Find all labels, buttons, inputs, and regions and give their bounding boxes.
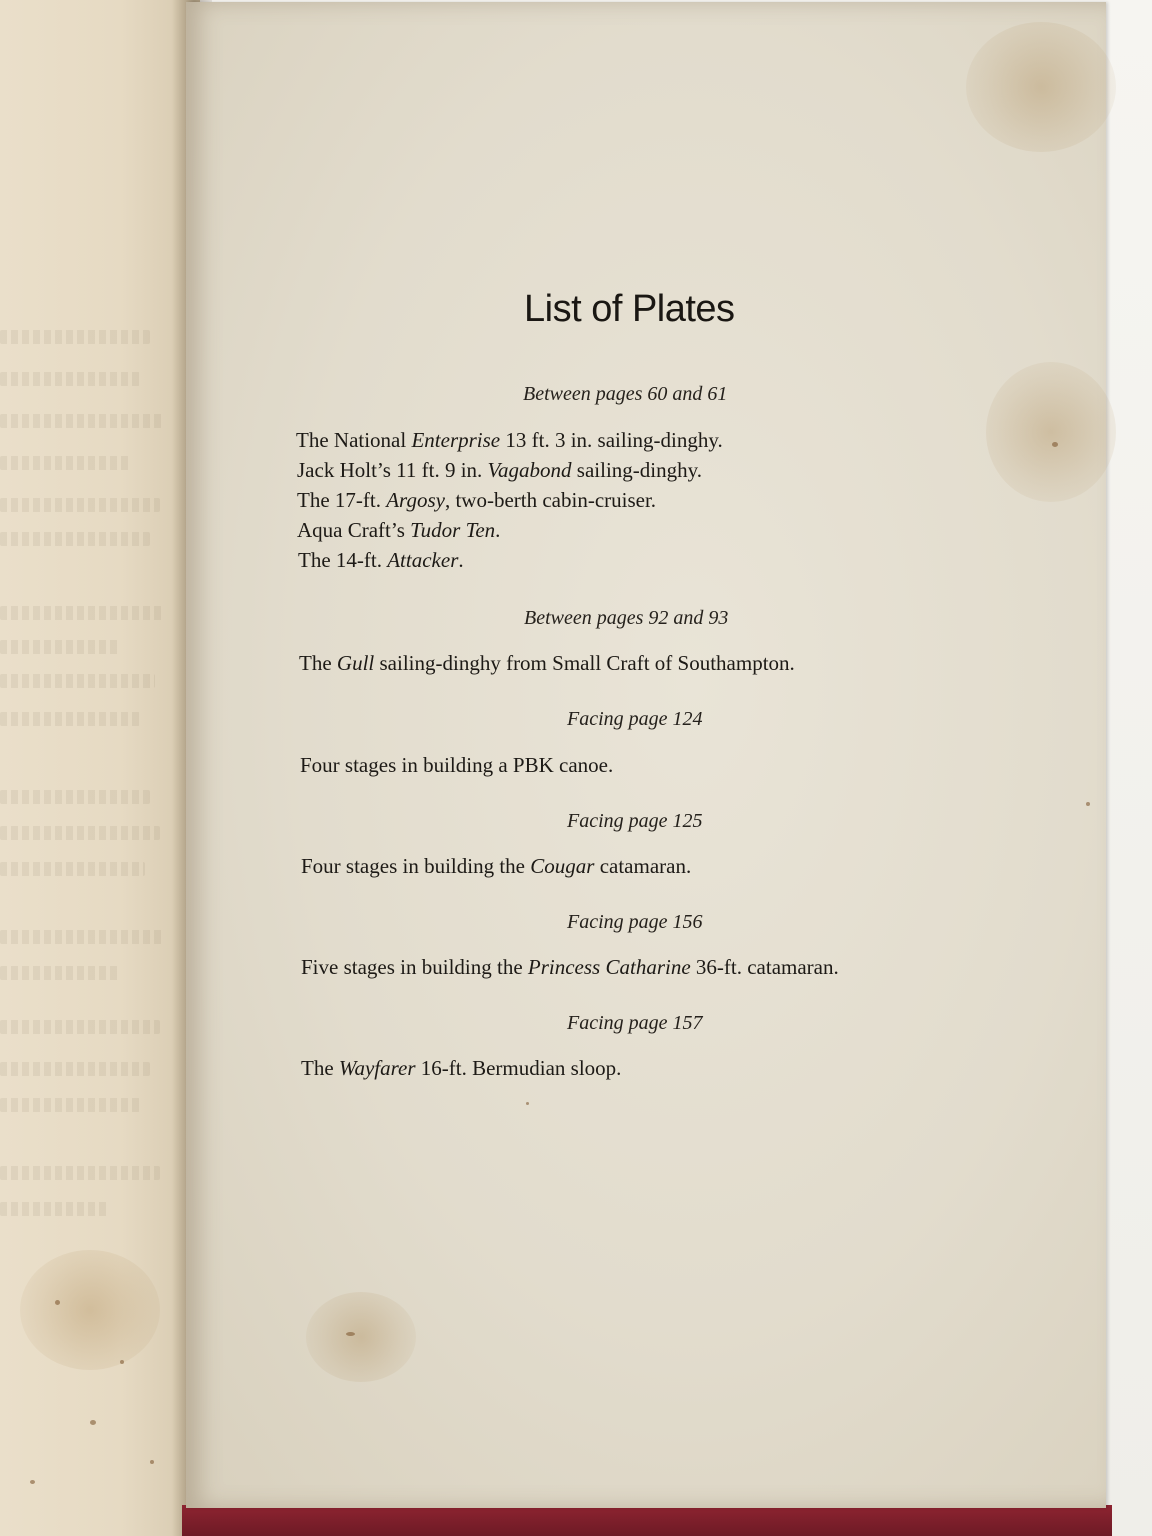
show-through-line (0, 372, 140, 386)
plate-entry (296, 428, 723, 453)
entry-text: Five stages in building the (301, 955, 528, 979)
foxing-speck (1052, 442, 1058, 447)
entry-text: 36-ft. catamaran. (690, 955, 839, 979)
show-through-line (0, 498, 160, 512)
show-through-line (0, 826, 160, 840)
entry-text: The 17-ft. (297, 488, 387, 512)
plate-entry (297, 518, 500, 543)
show-through-line (0, 1062, 150, 1076)
entry-text: Jack Holt’s 11 ft. 9 in. (297, 458, 488, 482)
entry-text: Four stages in building the (301, 854, 531, 878)
show-through-line (0, 1202, 110, 1216)
section-heading: Facing page 156 (567, 911, 703, 933)
entry-vessel-name: Princess Catharine (527, 955, 691, 979)
plate-entry (297, 488, 656, 513)
entry-vessel-name: Gull (336, 651, 375, 675)
entry-text: Aqua Craft’s (297, 518, 411, 542)
foxing-stain (986, 362, 1116, 502)
section-heading: Between pages 60 and 61 (523, 383, 728, 405)
entry-text: , two-berth cabin-cruiser. (444, 488, 657, 512)
show-through-line (0, 414, 165, 428)
entry-vessel-name: Vagabond (487, 458, 572, 482)
plate-entry (301, 854, 691, 879)
entry-vessel-name: Attacker (387, 548, 459, 572)
entry-text: . (458, 548, 464, 572)
show-through-line (0, 1098, 140, 1112)
plate-entry (297, 458, 702, 483)
plate-entry (299, 651, 795, 676)
show-through-line (0, 862, 145, 876)
entry-text: . (495, 518, 501, 542)
section-heading: Facing page 157 (567, 1012, 703, 1034)
foxing-speck (346, 1332, 355, 1336)
foxing-speck (55, 1300, 60, 1305)
show-through-line (0, 640, 120, 654)
entry-vessel-name: Tudor Ten (410, 518, 496, 542)
foxing-stain (966, 22, 1116, 152)
show-through-line (0, 712, 140, 726)
section-heading: Between pages 92 and 93 (524, 607, 729, 629)
page-title: List of Plates (524, 288, 735, 330)
section-heading: Facing page 125 (567, 810, 703, 832)
entry-vessel-name: Wayfarer (338, 1056, 416, 1080)
section-heading: Facing page 124 (567, 708, 703, 730)
foxing-stain (306, 1292, 416, 1382)
book-cover-edge (182, 1505, 1112, 1536)
entry-text: Four stages in building a PBK canoe. (300, 753, 614, 777)
show-through-line (0, 606, 165, 620)
entry-text: The (301, 1056, 339, 1080)
plate-entry (298, 548, 464, 573)
foxing-speck (150, 1460, 154, 1464)
show-through-line (0, 330, 150, 344)
plate-entry (301, 955, 839, 980)
entry-text: The National (296, 428, 412, 452)
entry-vessel-name: Cougar (530, 854, 595, 878)
facing-page-edge (0, 0, 200, 1536)
show-through-line (0, 456, 130, 470)
entry-text: catamaran. (594, 854, 692, 878)
entry-text: 13 ft. 3 in. sailing-dinghy. (500, 428, 723, 452)
entry-vessel-name: Enterprise (411, 428, 501, 452)
show-through-line (0, 1166, 160, 1180)
show-through-line (0, 674, 155, 688)
foxing-speck (526, 1102, 529, 1105)
plate-entry (301, 1056, 621, 1081)
foxing-stain (20, 1250, 160, 1370)
foxing-speck (120, 1360, 124, 1364)
entry-text: The 14-ft. (298, 548, 388, 572)
show-through-line (0, 930, 165, 944)
plate-entry (300, 753, 613, 778)
entry-text: sailing-dinghy from Small Craft of Southampton. (374, 651, 795, 675)
foxing-speck (30, 1480, 35, 1484)
show-through-line (0, 966, 120, 980)
show-through-line (0, 532, 150, 546)
entry-vessel-name: Argosy (386, 488, 445, 512)
foxing-speck (1086, 802, 1090, 806)
entry-text: sailing-dinghy. (571, 458, 703, 482)
show-through-line (0, 790, 150, 804)
foxing-speck (90, 1420, 96, 1425)
entry-text: 16-ft. Bermudian sloop. (415, 1056, 622, 1080)
show-through-line (0, 1020, 160, 1034)
entry-text: The (299, 651, 337, 675)
